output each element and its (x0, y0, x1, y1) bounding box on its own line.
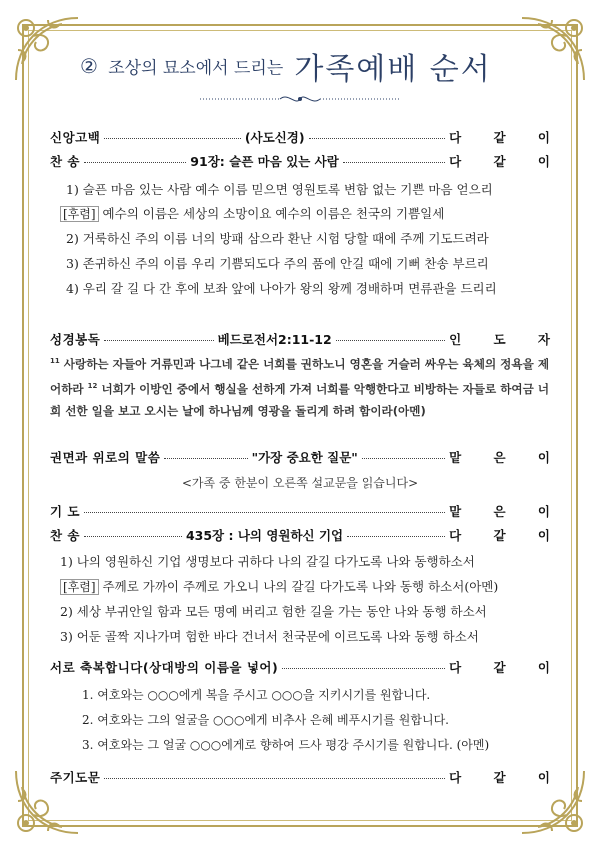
chorus-text: 주께로 가까이 주께로 가오니 나의 갈길 다가도록 나와 동행 하소서(아멘) (102, 579, 499, 594)
dot-leader (104, 778, 445, 779)
row-right: 다 같 이 (449, 528, 565, 543)
dot-leader (282, 668, 445, 669)
hymn-verse: 2) 세상 부귀안일 함과 모든 명예 버리고 험한 길을 가는 동안 나와 동행 하소서 (60, 604, 487, 619)
order-row-scripture (50, 330, 564, 348)
dot-leader (309, 138, 446, 139)
dot-leader (362, 458, 445, 459)
order-row-hymn-435 (50, 526, 565, 544)
blessing-line: 2. 여호와는 그의 얼굴을 ○○○에게 비추사 은혜 베푸시기를 원합니다. (82, 713, 449, 727)
row-right: 다 같 이 (449, 770, 564, 785)
hymn-verse: 4) 우리 갈 길 다 간 후에 보좌 앞에 나아가 왕의 왕께 경배하며 면류관을 드리리 (66, 281, 497, 296)
blessing-line: 3. 여호와는 그 얼굴 ○○○에게로 향하여 드사 평강 주시기를 원합니다. (아멘) (82, 738, 490, 752)
order-row-lords-prayer (50, 768, 564, 786)
row-label: 찬 송 (50, 154, 81, 169)
title-divider-ornament-icon (200, 92, 400, 106)
row-middle: 91장: 슬픈 마음 있는 사람 (190, 154, 339, 169)
verse-text: 사랑하는 자들아 거류민과 나그네 같은 너희를 권하노니 영혼을 거슬러 싸우는 육체의 정욕을 제어하라 (50, 356, 550, 396)
chorus-label: [후렴] (60, 206, 99, 222)
row-right: 다 같 이 (449, 660, 564, 675)
row-right: 맡 은 이 (449, 504, 564, 519)
row-right: 다 같 이 (449, 154, 564, 169)
hymn-verse: 1) 슬픈 마음 있는 사람 예수 이름 믿으면 영원토록 변함 없는 기쁜 마음 얻으리 (66, 182, 493, 197)
row-right: 맡 은 이 (449, 450, 565, 465)
dot-leader (104, 138, 241, 139)
scripture-text (50, 350, 550, 422)
order-row-prayer (50, 502, 564, 520)
hymn-verse: 3) 어둔 골짝 지나가며 험한 바다 건너서 천국문에 이르도록 나와 동행 하소서 (60, 629, 479, 644)
row-label: 성경봉독 (50, 332, 101, 347)
hymn-verse: 3) 존귀하신 주의 이름 우리 기쁨되도다 주의 품에 안길 때에 기뻐 찬송 부르리 (66, 256, 489, 271)
title-subtitle: 조상의 묘소에서 드리는 (108, 58, 284, 79)
row-right: 다 같 이 (449, 130, 565, 145)
chorus-text: 예수의 이름은 세상의 소망이요 예수의 이름은 천국의 기쁨일세 (102, 206, 445, 221)
dot-leader (164, 458, 247, 459)
order-row-creed (50, 128, 565, 146)
page-title (0, 44, 600, 88)
dot-leader (347, 536, 445, 537)
hymn-chorus (60, 577, 498, 595)
row-label: 기 도 (50, 504, 81, 519)
row-label: 주기도문 (50, 770, 101, 785)
title-main: 가족예배 순서 (294, 52, 492, 87)
dot-leader (104, 340, 213, 341)
dot-leader (84, 512, 445, 513)
row-middle: 435장 : 나의 영원하신 기업 (185, 528, 344, 543)
dot-leader (84, 162, 186, 163)
hymn-chorus (60, 204, 444, 222)
dot-leader (84, 536, 182, 537)
chorus-label: [후렴] (60, 579, 99, 595)
sermon-note: <가족 중 한분이 오른쪽 설교문을 읽습니다> (181, 476, 419, 490)
row-middle: "가장 중요한 질문" (251, 450, 358, 465)
dot-leader (336, 340, 445, 341)
order-row-hymn-91 (50, 152, 564, 170)
row-label: 권면과 위로의 말씀 (50, 450, 161, 465)
row-label: 신앙고백 (50, 130, 101, 145)
section-number: ② (80, 54, 98, 78)
row-label: 찬 송 (50, 528, 81, 543)
order-row-sermon (50, 448, 565, 466)
row-middle: (사도신경) (244, 130, 305, 145)
hymn-verse: 2) 거룩하신 주의 이름 너의 방패 삼으라 환난 시험 당할 때에 주께 기도드려라 (66, 231, 489, 246)
row-label: 서로 축복합니다(상대방의 이름을 넣어) (50, 660, 279, 675)
row-right: 인 도 자 (449, 332, 564, 347)
dot-leader (343, 162, 445, 163)
verse-number: 12 (87, 381, 98, 390)
order-row-blessing (50, 658, 564, 676)
verse-number: 11 (50, 357, 60, 365)
row-middle: 베드로전서2:11-12 (217, 332, 332, 347)
hymn-verse: 1) 나의 영원하신 기업 생명보다 귀하다 나의 갈길 다가도록 나와 동행하소서 (60, 554, 475, 569)
blessing-line: 1. 여호와는 ○○○에게 복을 주시고 ○○○을 지키시기를 원합니다. (82, 688, 431, 702)
verse-text: 너희가 이방인 중에서 행실을 선하게 가져 너희를 악행한다고 비방하는 자들로 하여금 너희 선한 일을 보고 오시는 날에 하나님께 영광을 돌리게 하려 함이라(아멘) (50, 381, 550, 418)
